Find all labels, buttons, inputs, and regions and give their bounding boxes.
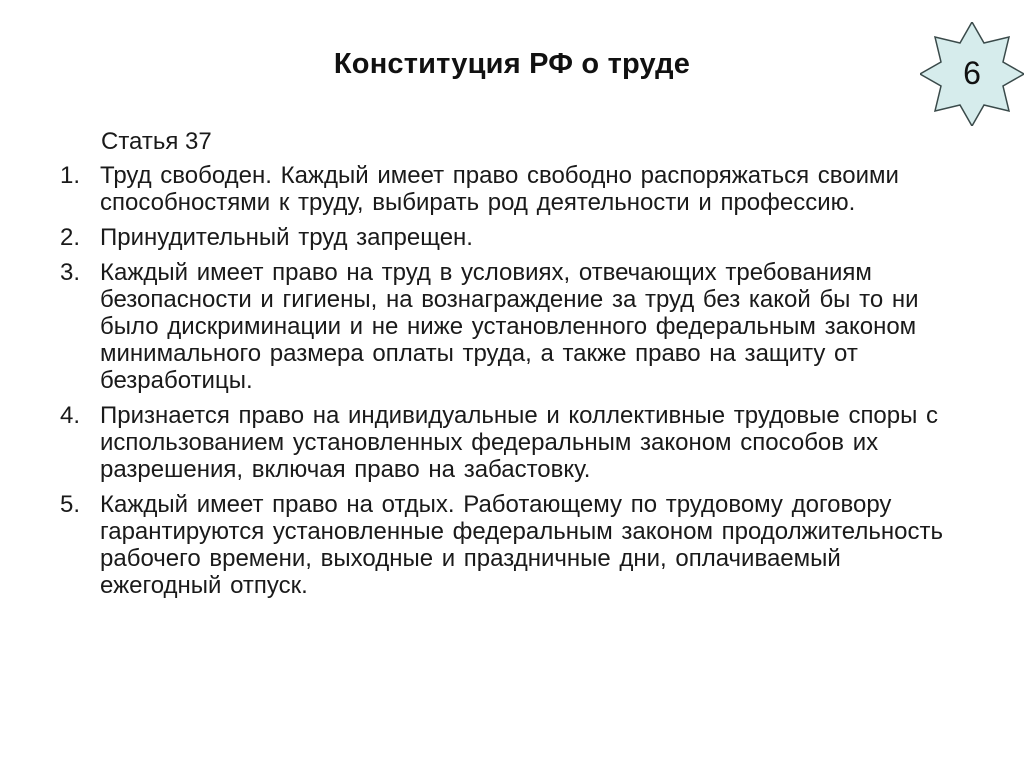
page-number: 6 — [963, 55, 981, 91]
list-item — [60, 224, 970, 251]
list-item — [60, 259, 970, 394]
list-item-text: Каждый имеет право на труд в условиях, отвечающих требованиям безопасности и гигиены, на вознаграждение за труд без какой бы то ни было дискриминации и не ниже установленного федеральным законом минимального размера оплаты труда, а также право на защиту от безработицы. — [100, 259, 919, 394]
article-items-list — [60, 162, 970, 607]
list-item-number: 5. — [60, 491, 81, 518]
list-item-number: 3. — [60, 259, 81, 286]
list-item-text: Каждый имеет право на отдых. Работающему по трудовому договору гарантируются установленные федеральным законом продолжительность рабочего времени, выходные и праздничные дни, оплачиваемый ежегодный отпуск. — [100, 491, 943, 599]
list-item-text: Труд свободен. Каждый имеет право свободно распоряжаться своими способностями к труду, выбирать род деятельности и профессию. — [100, 162, 899, 216]
list-item-text: Принудительный труд запрещен. — [100, 224, 473, 251]
slide-title: Конституция РФ о труде — [333, 48, 691, 80]
list-item-number: 1. — [60, 162, 81, 189]
list-item-number: 4. — [60, 402, 81, 429]
list-item — [60, 162, 970, 216]
article-heading: Статья 37 — [101, 128, 212, 155]
list-item-text: Признается право на индивидуальные и коллективные трудовые споры с использованием установленных федеральным законом способов их разрешения, включая право на забастовку. — [100, 402, 939, 483]
list-item — [60, 491, 970, 599]
list-item — [60, 402, 970, 483]
list-item-number: 2. — [60, 224, 81, 251]
page-number-badge — [920, 22, 1024, 126]
